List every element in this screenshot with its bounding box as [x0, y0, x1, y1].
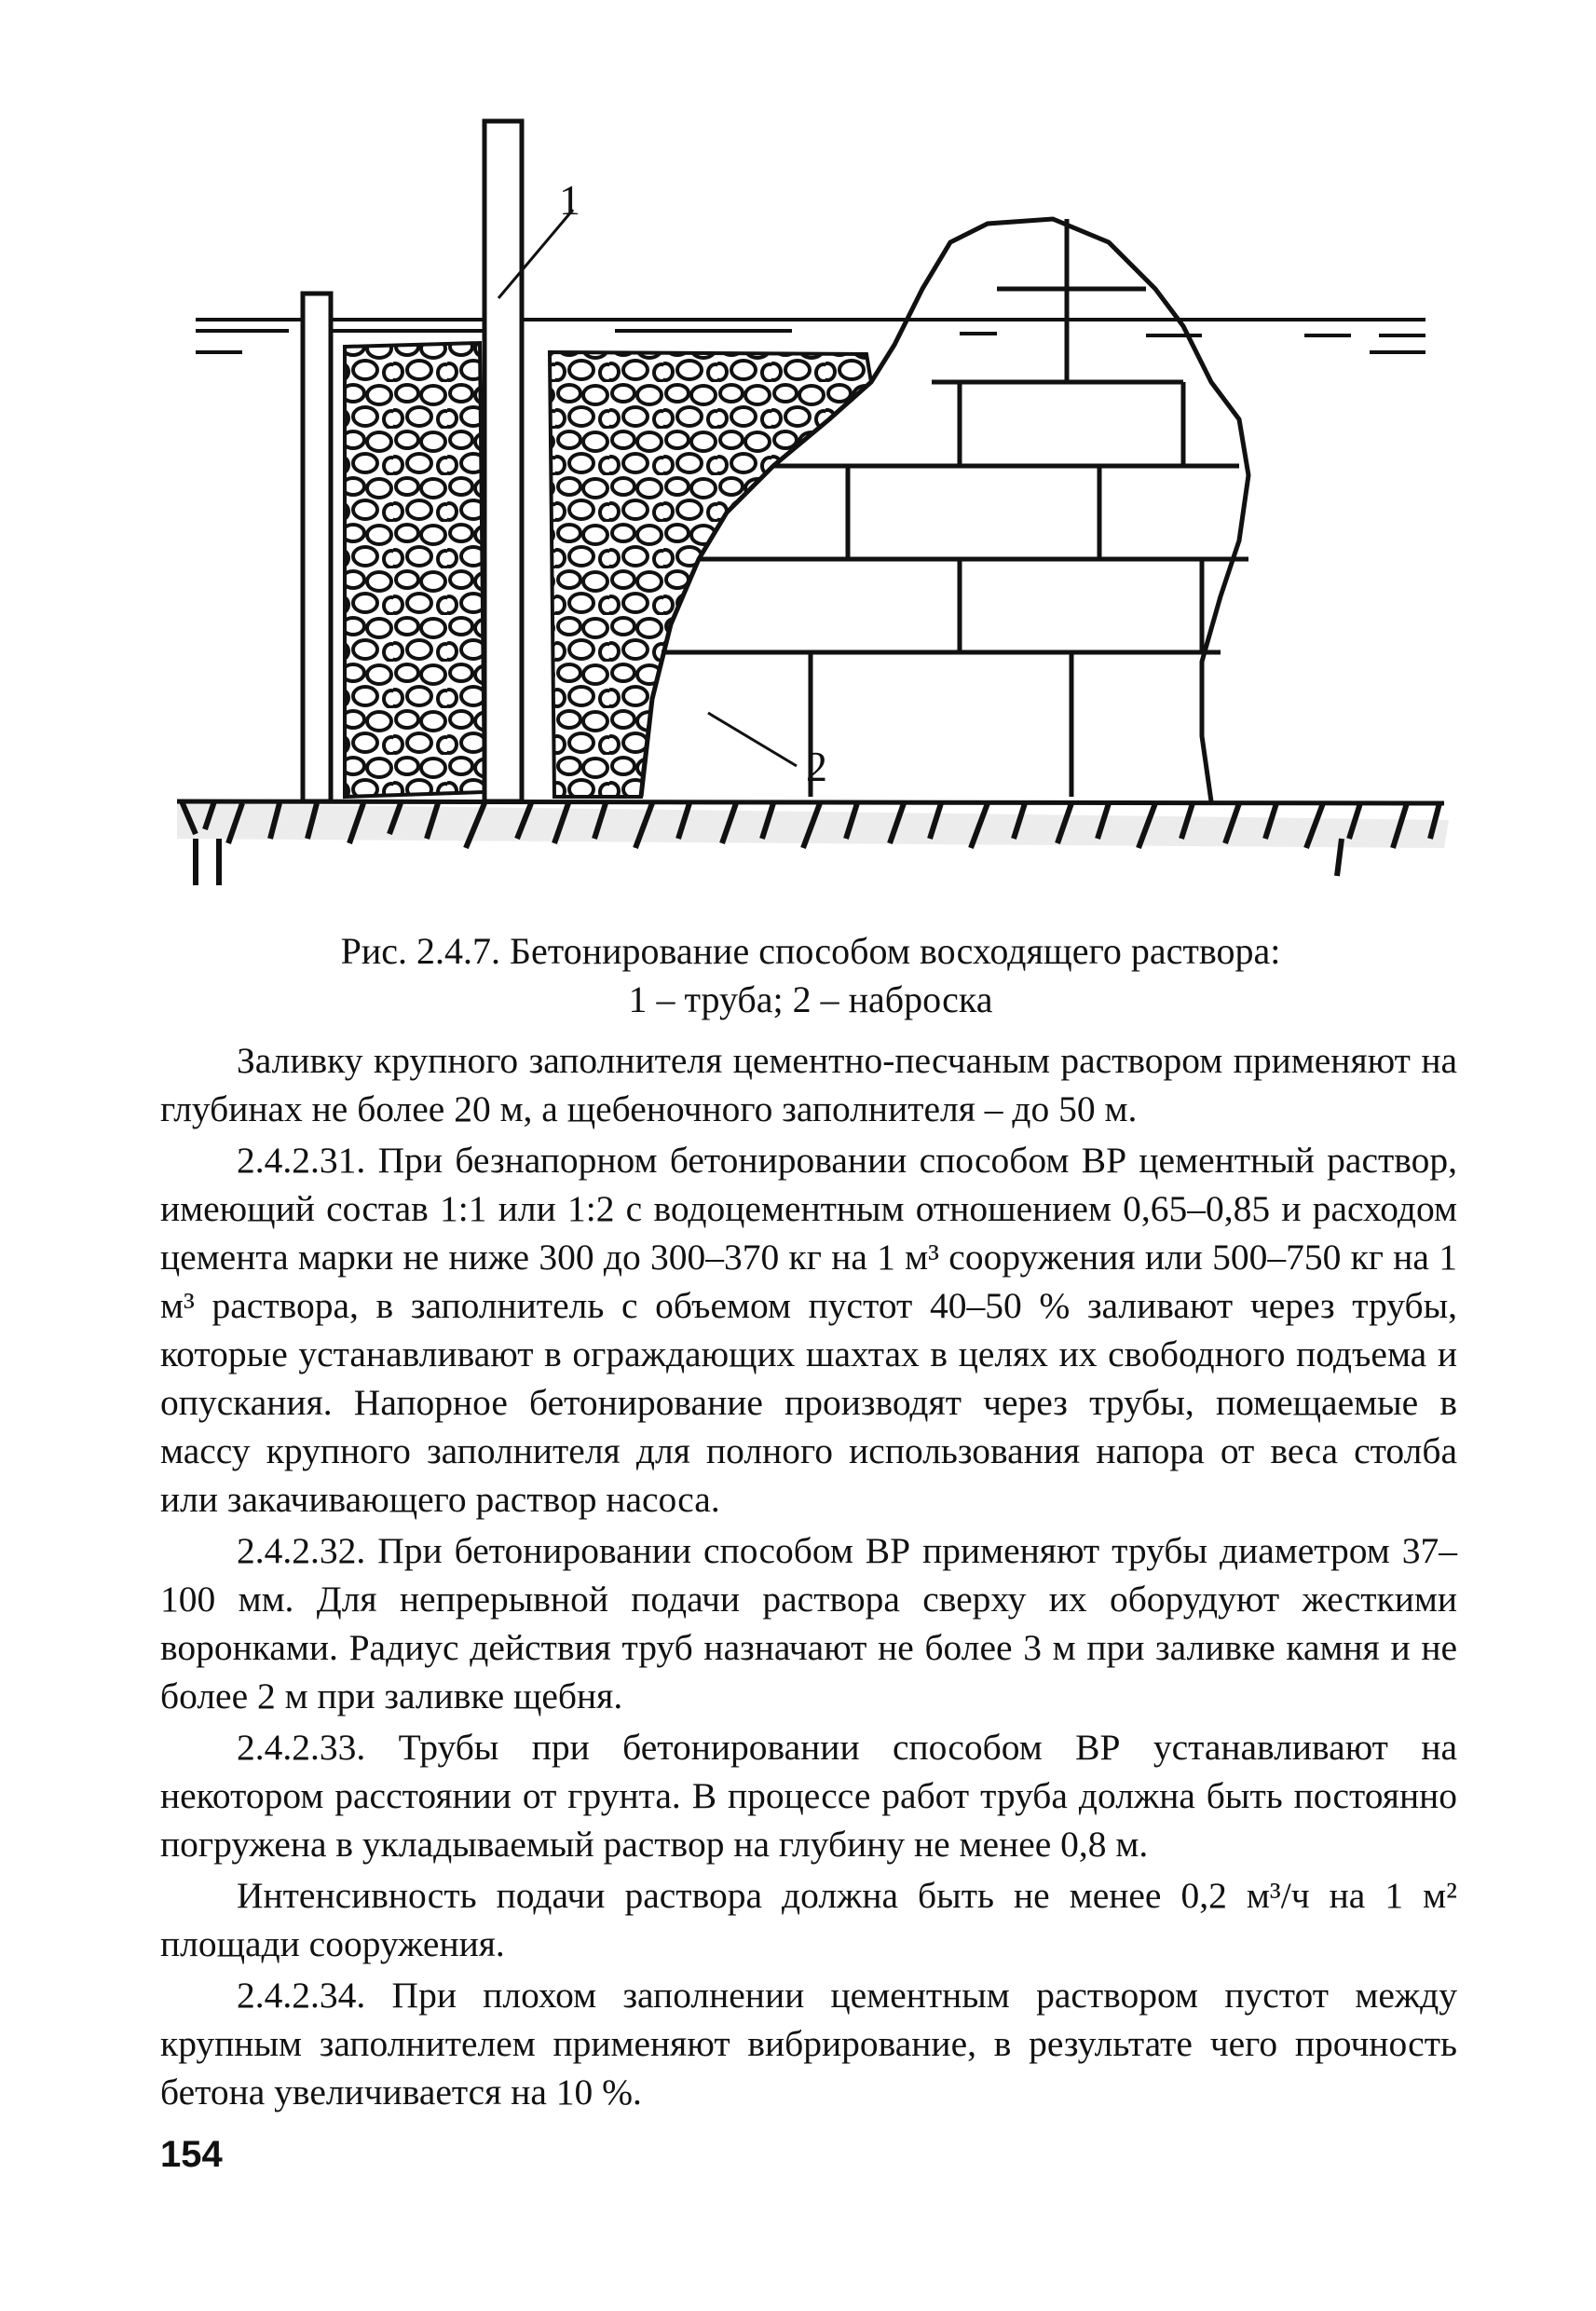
stone-fill-left [345, 343, 484, 797]
label-1: 1 [559, 176, 580, 224]
figure-caption [158, 927, 1463, 1024]
pipe [484, 121, 522, 801]
caption-line-2: 1 – труба; 2 – наброска [628, 978, 993, 1020]
caption-line-1: Рис. 2.4.7. Бетонирование способом восходящего раствора: [340, 930, 1281, 972]
paragraph: 2.4.2.33. Трубы при бетонировании способом ВР устанавливают на некотором расстоянии от грунта. В процессе работ труба должна быть постоянно погружена в укладываемый раствор на глубину не менее 0,8 м. [160, 1727, 1457, 1865]
paragraph: Интенсивность подачи раствора должна быть не менее 0,2 м³/ч на 1 м² площади сооружения. [160, 1875, 1457, 1964]
paragraph: 2.4.2.31. При безнапорном бетонировании способом ВР цементный раствор, имеющий состав 1:1 или 1:2 с водоцементным отношением 0,65–0,85 и расходом цемента марки не ниже 300 до 300–370 кг на 1 м³ сооружения или 500–750 кг на 1 м³ раствора, в заполнитель с объемом пустот 40–50 % заливают через трубы, которые устанавливают в ограждающих шахтах в целях их свободного подъема и опускания. Напорное бетонирование производят через трубы, помещаемые в массу крупного заполнителя для полного использования напора от веса столба или закачивающего раствор насоса. [160, 1140, 1457, 1520]
paragraph: 2.4.2.32. При бетонировании способом ВР применяют трубы диаметром 37–100 мм. Для непрерывной подачи раствора сверху их оборудуют жесткими воронками. Радиус действия труб назначают не более 3 м при заливке камня и не более 2 м при заливке щебня. [160, 1530, 1457, 1716]
concrete-mass [641, 219, 1248, 801]
figure-concreting-diagram [177, 103, 1463, 923]
label-2: 2 [806, 743, 827, 790]
shaft-wall [303, 294, 331, 801]
riprap-fill [550, 352, 871, 797]
paragraph: Заливку крупного заполнителя цементно-песчаным раствором применяют на глубинах не более 20 м, а щебеночного заполнителя – до 50 м. [160, 1040, 1457, 1129]
body-text [160, 1036, 1457, 2119]
page-number: 154 [160, 2134, 223, 2175]
paragraph: 2.4.2.34. При плохом заполнении цементным раствором пустот между крупным заполнителем применяют вибрирование, в результате чего прочность бетона увеличивается на 10 %. [160, 1975, 1457, 2113]
